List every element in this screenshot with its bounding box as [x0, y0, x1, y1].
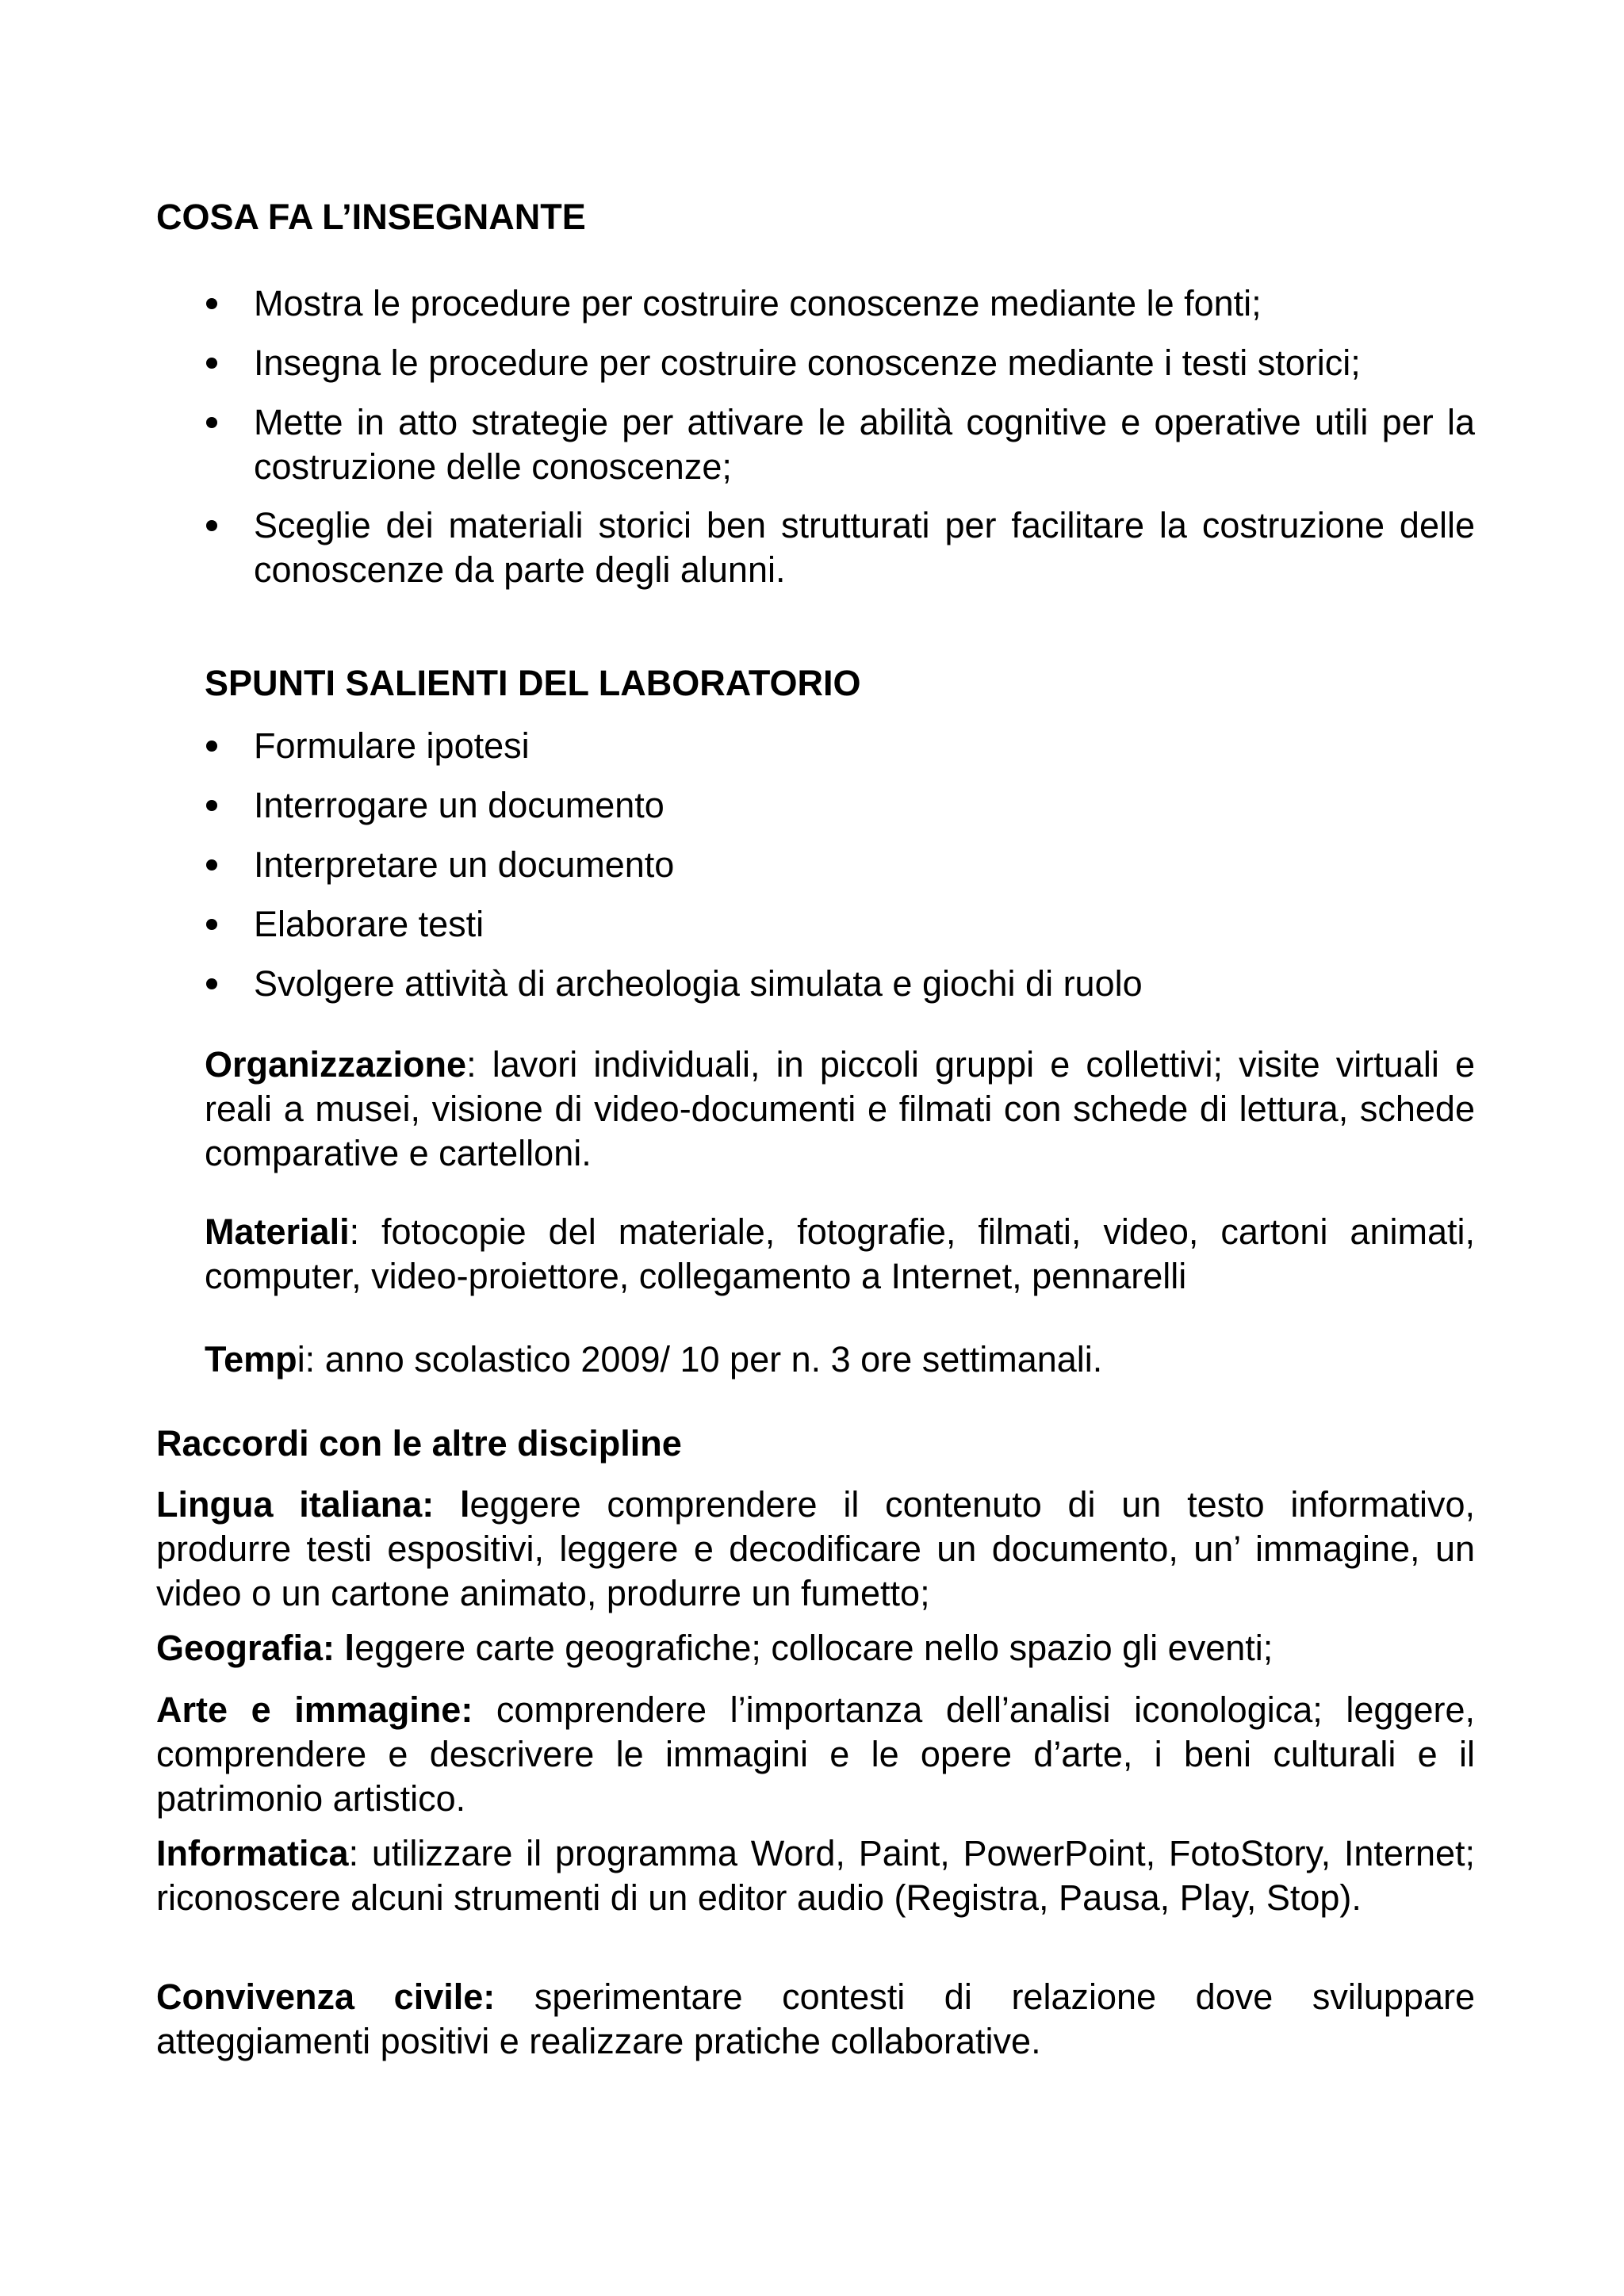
bullet-icon — [206, 978, 217, 989]
times-label: Temp — [205, 1339, 297, 1380]
bullet-icon — [206, 520, 217, 531]
link-entry-geography — [156, 1626, 1475, 1670]
section-title-teacher: COSA FA L’INSEGNANTE — [156, 197, 586, 237]
bullet-icon — [206, 919, 217, 930]
link-label: Convivenza civile: — [156, 1976, 496, 2017]
link-text: : utilizzare il programma Word, Paint, PowerPoint, FotoStory, Internet; riconoscere alcuni strumenti di un editor audio (Registra, Pausa, Play, Stop). — [156, 1833, 1475, 1918]
link-label: Lingua italiana: l — [156, 1484, 470, 1525]
link-text: eggere comprendere il contenuto di un testo informativo, produrre testi espositivi, leggere e decodificare un documento, un’ immagine, un video o un cartone animato, produrre un fumetto; — [156, 1484, 1475, 1613]
link-entry-civic — [156, 1975, 1475, 2064]
link-label: Informatica — [156, 1833, 349, 1873]
section-title-links: Raccordi con le altre discipline — [156, 1423, 682, 1464]
bullet-icon — [206, 800, 217, 811]
list-item: Interrogare un documento — [254, 785, 665, 825]
link-label: Geografia: l — [156, 1628, 355, 1668]
bullet-icon — [206, 859, 217, 871]
materials-label: Materiali — [205, 1211, 350, 1252]
link-text: sperimentare contesti di relazione dove sviluppare atteggiamenti positivi e realizzare pratiche collaborative. — [156, 1976, 1475, 2061]
materials-paragraph — [205, 1210, 1475, 1299]
bullet-icon — [206, 417, 217, 428]
link-entry-art — [156, 1688, 1475, 1821]
organization-text: : lavori individuali, in piccoli gruppi e collettivi; visite virtuali e reali a musei, visione di video-documenti e filmati con schede di lettura, schede comparative e cartelloni. — [205, 1044, 1475, 1173]
link-text: comprendere l’importanza dell’analisi iconologica; leggere, comprendere e descrivere le immagini e le opere d’arte, i beni culturali e il patrimonio artistico. — [156, 1689, 1475, 1819]
bullet-icon — [206, 740, 217, 752]
list-item: Insegna le procedure per costruire conoscenze mediante i testi storici; — [254, 342, 1361, 383]
organization-label: Organizzazione — [205, 1044, 467, 1085]
materials-text: : fotocopie del materiale, fotografie, filmati, video, cartoni animati, computer, video-proiettore, collegamento a Internet, pennarelli — [205, 1211, 1475, 1296]
list-item: Mette in atto strategie per attivare le abilità cognitive e operative utili per la costruzione delle conoscenze; — [254, 402, 1475, 487]
link-entry-italian — [156, 1483, 1475, 1616]
link-text: eggere carte geografiche; collocare nello spazio gli eventi; — [354, 1628, 1274, 1668]
bullet-icon — [206, 358, 217, 369]
link-label: Arte e immagine: — [156, 1689, 473, 1730]
list-item: Sceglie dei materiali storici ben strutturati per facilitare la costruzione delle conoscenze da parte degli alunni. — [254, 505, 1475, 590]
bullet-icon — [206, 298, 217, 309]
times-paragraph — [205, 1337, 1102, 1382]
list-item: Mostra le procedure per costruire conoscenze mediante le fonti; — [254, 283, 1262, 323]
list-item: Svolgere attività di archeologia simulata e giochi di ruolo — [254, 963, 1143, 1004]
section-title-lab: SPUNTI SALIENTI DEL LABORATORIO — [205, 663, 861, 703]
link-entry-informatics — [156, 1831, 1475, 1920]
list-item: Elaborare testi — [254, 904, 485, 944]
times-text: i: anno scolastico 2009/ 10 per n. 3 ore settimanali. — [297, 1339, 1103, 1380]
list-item: Formulare ipotesi — [254, 725, 530, 766]
list-item: Interpretare un documento — [254, 844, 675, 885]
organization-paragraph — [205, 1043, 1475, 1176]
